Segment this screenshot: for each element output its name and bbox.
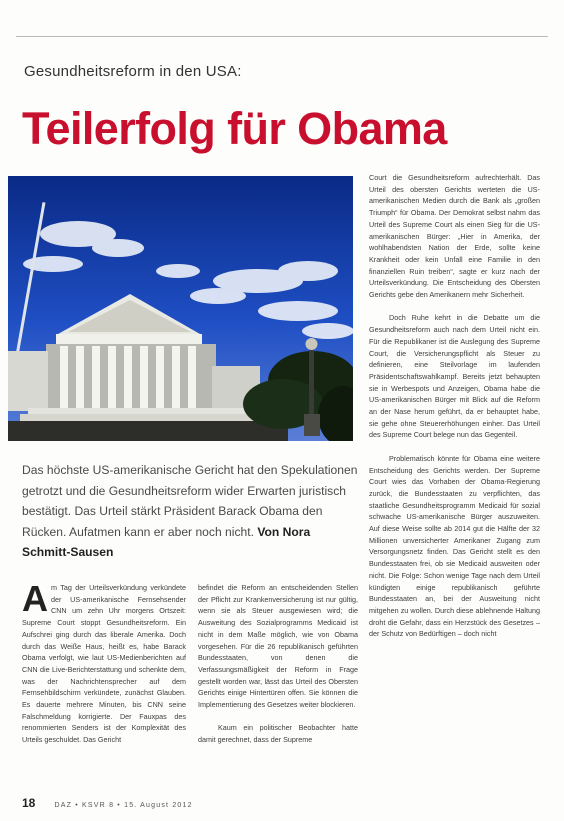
author-byline: Von Nora Schmitt-Sausen [22,524,311,559]
body-paragraph: Court die Gesundheitsreform aufrechterhält. Das Urteil des obersten Gerichts werteten die US-amerikanischen Medien durch die Bank als „großen Triumph“ für Obama. Der Demokrat selbst nahm das Urteil des Supreme Court als einen Sieg für die US-amerikanischen Bürger: „Hier in Amerika, der wohlhabendsten Nation der Erde, sollte keine Krankheit oder kein Unfall eine Familie in den finanziellen Ruin treiben“, sagte er kurz nach der Urteilsverkündung. Die Entscheidung des Obersten Gerichts gebe den Amerikanern mehr Sicherheit. [369,173,540,300]
body-paragraph: befindet die Reform an entscheidenden Stellen der Pflicht zur Krankenversicherung ist nur gültig, wenn sie als Steuer ausgewiesen wird; die Ausweitung des Sozialprogramms Medicaid ist nicht in dem Maße möglich, wie von Obama vorgesehen. Für die 26 republikanisch geführten Bundesstaaten, von denen die Verfassungsmäßigkeit der Reform in Frage gestellt worden war, lässt das Urteil des Obersten Gerichts einige Hintertüren offen. Sie können die Implementierung des Gesetzes weiter blockieren. [198,583,358,710]
publication-info: DAZ • KSVR 8 • 15. August 2012 [54,802,193,809]
article-lead [22,460,358,563]
supreme-court-photo [8,176,353,441]
article-headline: Teilerfolg für Obama [22,103,447,154]
page-footer [22,796,193,810]
lead-text: Das höchste US-amerikanische Gericht hat den Spekulationen getrotzt und die Gesundheitsreform wider Erwarten juristisch bestätigt. Das Urteil stärkt Präsident Barack Obama den Rücken. Aufatmen kann er aber noch nicht. [22,463,358,539]
body-column-3 [369,172,540,652]
body-column-1 [22,578,186,746]
body-paragraph: Doch Ruhe kehrt in die Debatte um die Gesundheitsreform auch nach dem Urteil nicht ein. Für die Republikaner ist die Auslegung des Supreme Court, die Versicherungspflicht als Steuer zu definieren, eine Steilvorlage im laufenden Präsidentschaftswahlkampf. Bereits jetzt behaupten sie in Werbespots und Anzeigen, Obama habe die US-amerikanischen Bürger mit Blick auf die Reform an der Nase herum geführt, da er behauptet habe, sie gehe ohne Steuererhöhungen einher. Das Urteil des Supreme Court belege nun das Gegenteil. [369,313,540,440]
drop-cap: A [22,578,48,619]
top-rule [16,36,548,37]
body-paragraph: Problematisch könnte für Obama eine weitere Entscheidung des Gerichts werden. Der Supreme Court wies das Vorhaben der Obama-Regierung zurück, die Bundesstaaten zu verpflichten, das staatliche Gesundheitsprogramm Medicaid für sozial schwache US-amerikanische Bürger auszuweiten. Auf diese Weise sollte ab 2014 gut die Hälfte der 32 Millionen unversicherter Amerikaner Zugang zum Versorgungsnetz finden. Das Gericht stellt es den Bundesstaaten frei, ob sie Medicaid ausweiten oder nicht. Die Folge: Schon wenige Tage nach dem Urteil kündigten einige republikanisch geführte Bundesstaaten an, bei der Ausweitung nicht mitgehen zu wollen. Durch diese ablehnende Haltung droht die Gefahr, dass ein Herzstück des Gesetzes – der Schutz von Bedürftigen – doch nicht [369,453,540,639]
body-paragraph: Kaum ein politischer Beobachter hatte damit gerechnet, dass der Supreme [198,723,358,745]
article-kicker: Gesundheitsreform in den USA: [24,63,242,80]
body-text-col1: m Tag der Urteilsverkündung verkündete der US-amerikanische Fernsehsender CNN um zehn Uhr morgens Ortszeit: Supreme Court stoppt Gesundheitsreform. Ein Aufschrei ging durch das liberale Amerika. Doch durch das Weiße Haus, heißt es, habe Barack Obama verfolgt, wie laut US-Medienberichten auf CNN die Live-Berichterstattung und schenkte dem, was der Nachrichtensprecher auf dem Fernsehbildschirm verkündete, zunächst Glauben. Es dauerte mehrere Minuten, bis CNN seine Falschmeldung korrigierte. Der Fauxpas des renommierten Senders ist der Komplexität des Urteils geschuldet. Das Gericht [22,583,186,745]
page-number: 18 [22,796,36,810]
body-column-2 [198,582,358,758]
